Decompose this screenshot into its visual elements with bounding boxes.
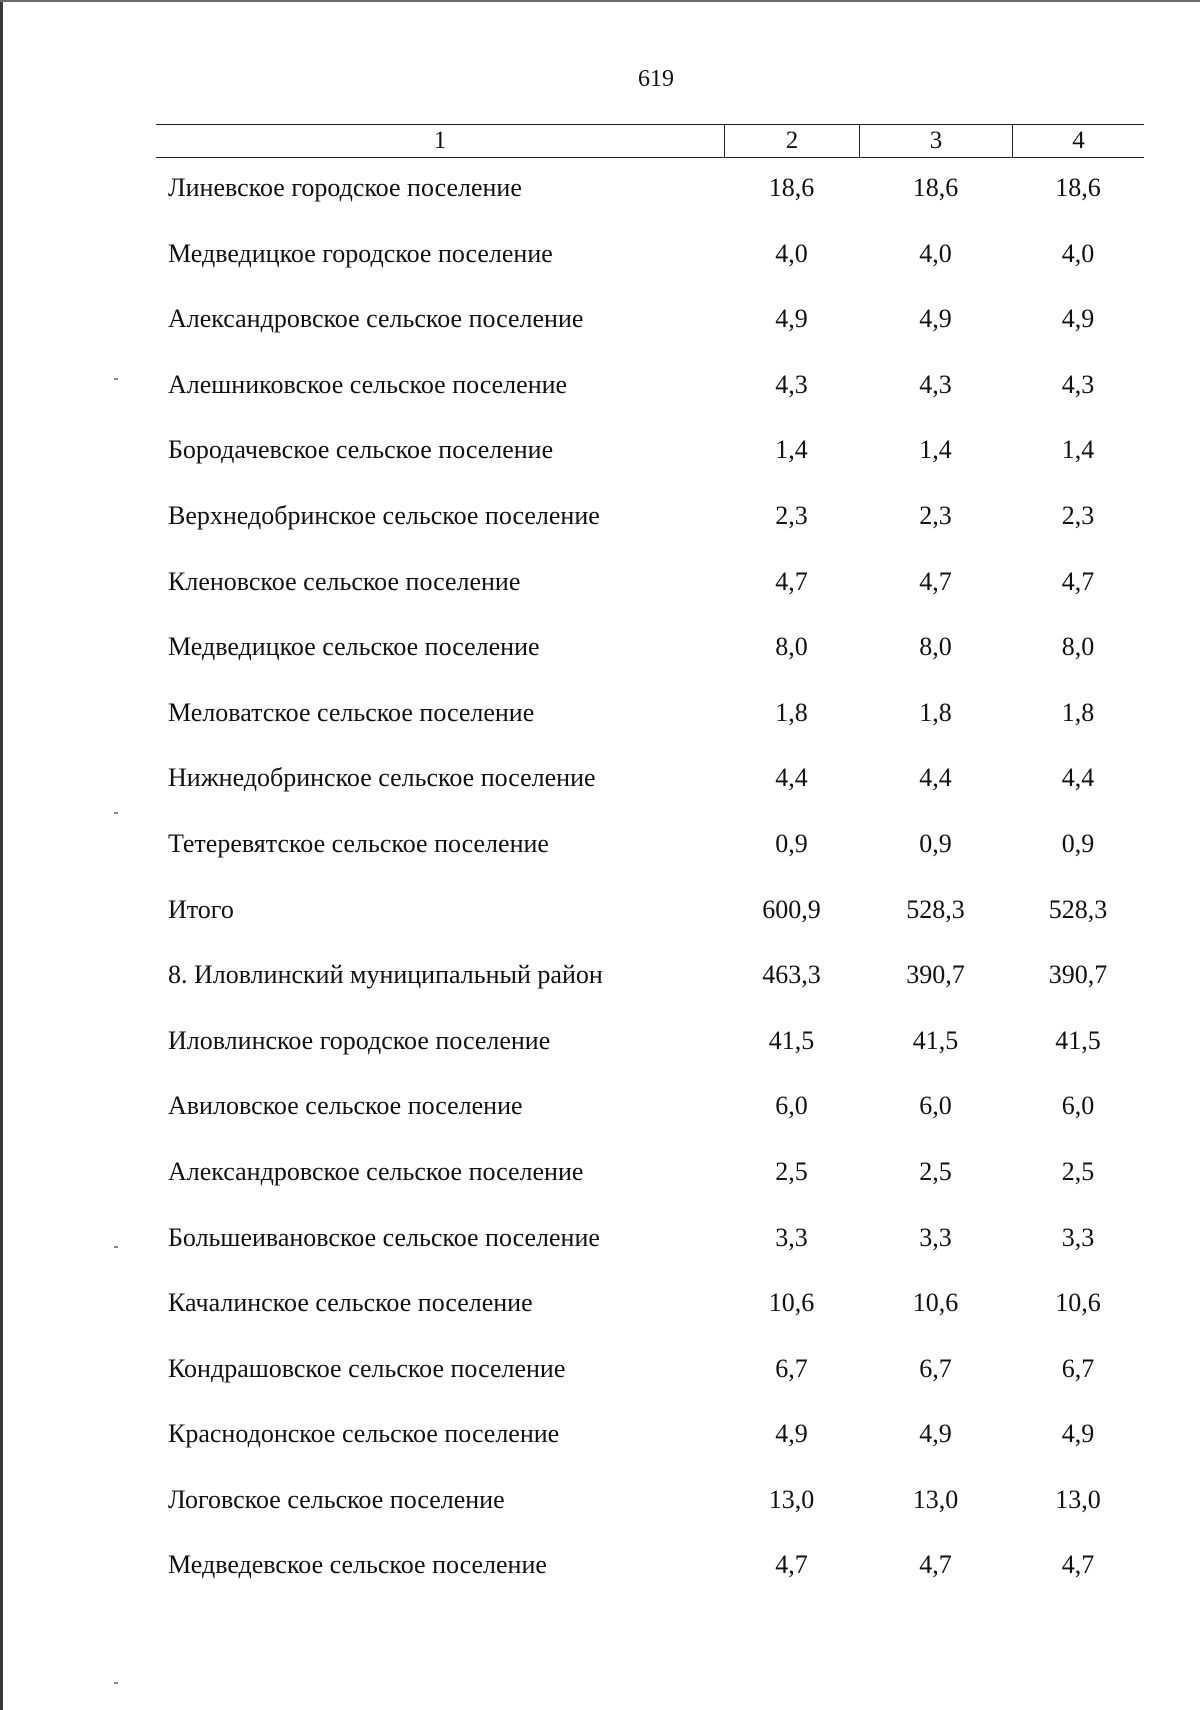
header-col-3: 3 — [859, 125, 1012, 157]
row-value-col-3: 4,9 — [919, 1419, 952, 1449]
page-edge-left — [0, 0, 3, 1710]
row-value-col-3: 4,0 — [919, 238, 952, 268]
row-name: Александровское сельское поселение — [168, 304, 584, 334]
row-value-col-3: 528,3 — [906, 894, 965, 924]
row-value-col-4: 2,3 — [1061, 500, 1095, 530]
table-row — [156, 958, 1144, 1024]
row-value-col-3: 18,6 — [912, 173, 959, 202]
row-value-col-2: 4,7 — [775, 566, 808, 596]
row-value-col-3: 1,4 — [919, 435, 952, 465]
page-number: 619 — [638, 66, 674, 92]
header-col-1: 1 — [433, 127, 447, 154]
table-row — [156, 237, 1144, 303]
row-value-col-2: 18,6 — [768, 173, 815, 202]
row-value-col-4: 6,7 — [1061, 1353, 1095, 1383]
row-value-col-2: 41,5 — [768, 1025, 815, 1055]
row-value-col-4: 6,0 — [1061, 1091, 1095, 1121]
row-value-col-2: 1,8 — [775, 697, 808, 727]
row-value-col-2: 13,0 — [768, 1484, 815, 1514]
table-row — [156, 1352, 1144, 1418]
table-header — [156, 124, 1144, 158]
margin-tick — [114, 378, 118, 380]
row-name: Верхнедобринское сельское поселение — [168, 500, 600, 530]
row-name: Медведевское сельское поселение — [168, 1550, 547, 1580]
row-value-col-3: 0,9 — [919, 828, 952, 858]
row-value-col-4: 4,9 — [1061, 1419, 1095, 1449]
row-value-col-2: 6,7 — [775, 1353, 808, 1383]
margin-tick — [114, 1682, 118, 1684]
row-value-col-4: 41,5 — [1055, 1025, 1101, 1055]
row-name: Авиловское сельское поселение — [168, 1091, 523, 1121]
table-row — [156, 1089, 1144, 1155]
row-value-col-2: 10,6 — [768, 1288, 815, 1318]
table-row — [156, 893, 1144, 959]
row-name: Алешниковское сельское поселение — [168, 369, 568, 399]
table-body — [156, 171, 1144, 1614]
row-value-col-3: 6,0 — [919, 1091, 952, 1121]
header-col-2: 2 — [724, 125, 859, 157]
page-edge-top — [0, 0, 1200, 2]
row-name: Большеивановское сельское поселение — [168, 1222, 600, 1252]
row-value-col-2: 4,7 — [775, 1550, 808, 1580]
row-value-col-4: 3,3 — [1061, 1222, 1095, 1252]
table-row — [156, 1286, 1144, 1352]
row-name: Кондрашовское сельское поселение — [168, 1353, 566, 1383]
table-row — [156, 565, 1144, 631]
row-value-col-4: 4,7 — [1061, 566, 1095, 596]
row-value-col-4: 390,7 — [1048, 960, 1108, 990]
row-value-col-3: 10,6 — [912, 1288, 959, 1318]
row-name: Меловатское сельское поселение — [168, 697, 535, 727]
row-value-col-4: 0,9 — [1061, 828, 1095, 858]
table-row — [156, 630, 1144, 696]
row-value-col-3: 2,5 — [919, 1156, 952, 1186]
margin-tick — [114, 812, 118, 814]
row-value-col-3: 2,3 — [919, 500, 952, 530]
row-value-col-2: 3,3 — [775, 1222, 808, 1252]
row-name: Линевское городское поселение — [168, 173, 522, 202]
row-value-col-2: 4,9 — [775, 304, 808, 334]
table-row — [156, 1155, 1144, 1221]
row-value-col-4: 1,4 — [1061, 435, 1095, 465]
row-value-col-4: 528,3 — [1048, 894, 1108, 924]
table-row — [156, 696, 1144, 762]
row-value-col-2: 8,0 — [775, 632, 808, 662]
row-value-col-4: 8,0 — [1061, 632, 1095, 662]
row-value-col-4: 4,3 — [1061, 369, 1095, 399]
table-row — [156, 761, 1144, 827]
row-name: Медведицкое городское поселение — [168, 238, 553, 268]
table-row — [156, 499, 1144, 565]
row-value-col-2: 0,9 — [775, 828, 808, 858]
row-value-col-4: 10,6 — [1055, 1288, 1101, 1318]
margin-tick — [114, 1246, 118, 1248]
row-value-col-3: 4,4 — [919, 763, 952, 793]
row-value-col-2: 4,3 — [775, 369, 808, 399]
table-row — [156, 171, 1144, 237]
table-row — [156, 1221, 1144, 1287]
table-row — [156, 1417, 1144, 1483]
row-name: Бородачевское сельское поселение — [168, 435, 554, 465]
row-value-col-4: 4,7 — [1061, 1550, 1095, 1580]
table-row — [156, 368, 1144, 434]
row-value-col-4: 1,8 — [1061, 697, 1095, 727]
row-value-col-2: 2,3 — [775, 500, 808, 530]
row-value-col-3: 390,7 — [906, 960, 965, 990]
row-value-col-2: 4,0 — [775, 238, 808, 268]
row-value-col-4: 2,5 — [1061, 1156, 1095, 1186]
row-value-col-3: 6,7 — [919, 1353, 952, 1383]
header-col-4: 4 — [1012, 125, 1144, 157]
row-name: Качалинское сельское поселение — [168, 1288, 533, 1318]
table-row — [156, 1548, 1144, 1614]
row-value-col-3: 1,8 — [919, 697, 952, 727]
row-value-col-2: 600,9 — [762, 894, 821, 924]
row-value-col-4: 13,0 — [1055, 1484, 1101, 1514]
row-value-col-2: 1,4 — [775, 435, 808, 465]
row-value-col-2: 2,5 — [775, 1156, 808, 1186]
row-value-col-3: 13,0 — [912, 1484, 959, 1514]
row-value-col-4: 4,4 — [1061, 763, 1095, 793]
row-name: Итого — [168, 894, 234, 924]
row-name: Кленовское сельское поселение — [168, 566, 521, 596]
row-value-col-3: 4,7 — [919, 1550, 952, 1580]
row-value-col-3: 4,7 — [919, 566, 952, 596]
row-name: Тетеревятское сельское поселение — [168, 828, 549, 858]
row-value-col-3: 41,5 — [912, 1025, 959, 1055]
table-row — [156, 1483, 1144, 1549]
table-row — [156, 302, 1144, 368]
table-row — [156, 827, 1144, 893]
row-value-col-3: 4,3 — [919, 369, 952, 399]
row-name: 8. Иловлинский муниципальный район — [168, 960, 603, 990]
row-value-col-2: 6,0 — [775, 1091, 808, 1121]
row-name: Нижнедобринское сельское поселение — [168, 763, 596, 793]
row-name: Иловлинское городское поселение — [168, 1025, 551, 1055]
row-value-col-2: 463,3 — [762, 960, 821, 990]
row-value-col-3: 4,9 — [919, 304, 952, 334]
row-name: Логовское сельское поселение — [168, 1484, 505, 1514]
row-value-col-4: 4,0 — [1061, 238, 1095, 268]
table-row — [156, 1024, 1144, 1090]
row-value-col-2: 4,4 — [775, 763, 808, 793]
row-name: Александровское сельское поселение — [168, 1156, 584, 1186]
row-value-col-4: 4,9 — [1061, 304, 1095, 334]
row-name: Краснодонское сельское поселение — [168, 1419, 560, 1449]
row-value-col-2: 4,9 — [775, 1419, 808, 1449]
row-value-col-4: 18,6 — [1055, 173, 1101, 202]
table-row — [156, 433, 1144, 499]
row-name: Медведицкое сельское поселение — [168, 632, 540, 662]
row-value-col-3: 3,3 — [919, 1222, 952, 1252]
row-value-col-3: 8,0 — [919, 632, 952, 662]
